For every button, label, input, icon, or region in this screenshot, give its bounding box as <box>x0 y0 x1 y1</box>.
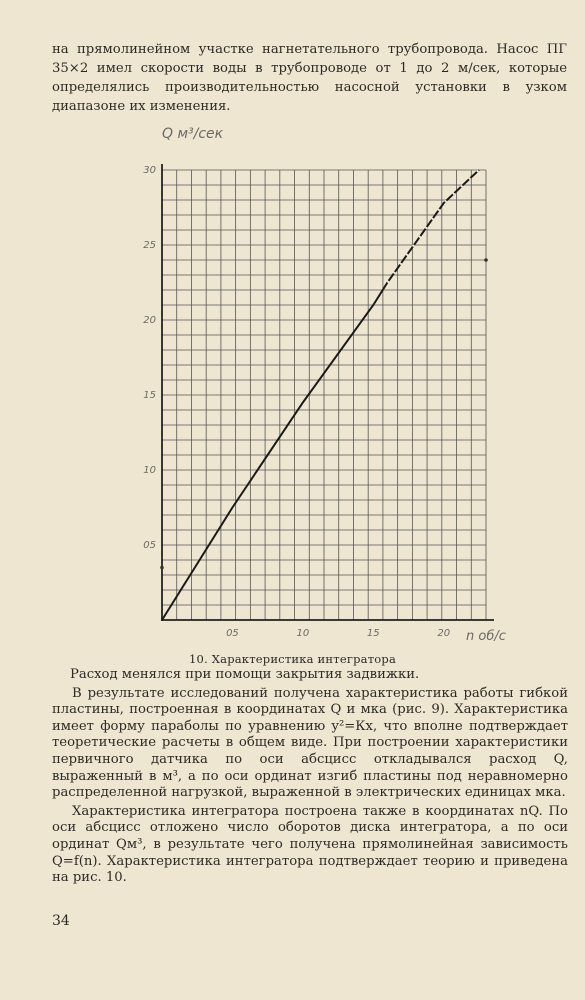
page-number: 34 <box>52 913 70 929</box>
integrator-chart <box>110 118 520 648</box>
chart-grid <box>162 170 486 620</box>
paragraph-1: Расход менялся при помощи закрытия задвижки. <box>70 667 420 682</box>
data-point-marker <box>160 566 164 570</box>
body-text <box>52 667 568 887</box>
x-tick-label: 10 <box>296 628 310 639</box>
x-tick-label: 20 <box>437 628 451 639</box>
top-paragraph: на прямолинейном участке нагнетательного трубопровода. Насос ПГ 35×2 имел скорости воды в трубопроводе от 1 до 2 м/сек, которые определялись производительностью насосной установки в узком диапазоне их изменения. <box>52 42 567 114</box>
y-tick-label: 30 <box>143 165 156 176</box>
paragraph-3: Характеристика интегратора построена также в координатах nQ. По оси абсцисс отложено число оборотов диска интегратора, а по оси ординат Qм³, в результате чего получена прямолинейная зависимость Q=f(n). Характеристика интегратора подтверждает теорию и приведена на рис. 10. <box>52 803 568 886</box>
x-axis-label: n об/с <box>466 629 506 644</box>
figure-caption: 10. Характеристика интегратора <box>189 652 396 666</box>
y-tick-label: 05 <box>143 540 156 551</box>
chart-svg <box>110 118 520 648</box>
chart-tick-labels <box>143 165 450 639</box>
y-tick-label: 10 <box>143 465 156 476</box>
paragraph-2: В результате исследований получена характеристика работы гибкой пластины, построенная в координатах Q и мка (рис. 9). Характеристика имеет форму параболы по уравнению y²=Кх, что вполне подтверждает теоретические расчеты в общем виде. При построении характеристики первичного датчика по оси абсцисс откладывался расход Q, выраженный в м³, а по оси ординат изгиб пластины под неравномерно распределенной нагрузкой, выраженной в электрических единицах мка. <box>52 685 568 801</box>
x-tick-label: 15 <box>366 628 380 639</box>
y-tick-label: 25 <box>143 240 156 251</box>
x-tick-label: 05 <box>226 628 239 639</box>
series-dash-gaps <box>387 170 479 283</box>
y-tick-label: 20 <box>143 315 156 326</box>
y-axis-label: Q м³/сек <box>162 126 224 142</box>
data-point-marker <box>484 258 488 262</box>
y-tick-label: 15 <box>143 390 156 401</box>
chart-axes <box>161 164 494 621</box>
